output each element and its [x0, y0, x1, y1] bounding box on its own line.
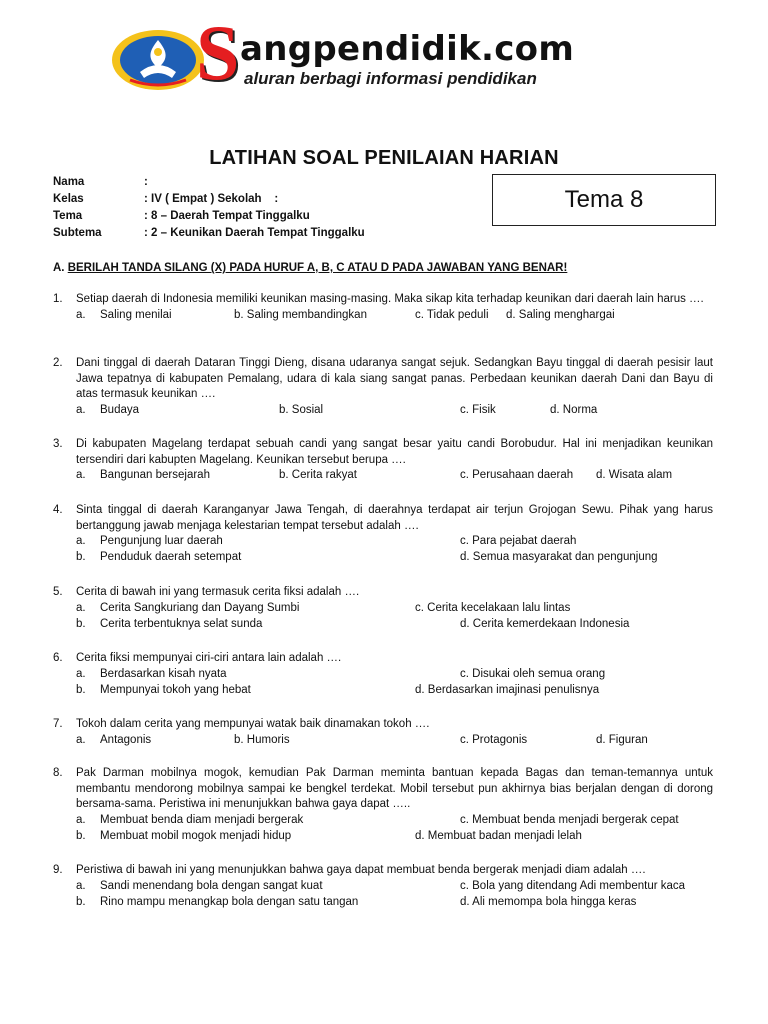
option-letter: a.	[76, 667, 86, 680]
question-stem: Cerita fiksi mempunyai ciri-ciri antara lain adalah ….	[76, 652, 342, 664]
question-5	[53, 585, 713, 633]
option-b[interactable]	[234, 308, 367, 324]
options	[76, 617, 713, 633]
option-text: Penduduk daerah setempat	[100, 551, 242, 563]
option-a[interactable]	[76, 534, 223, 550]
option-d[interactable]	[596, 733, 648, 749]
question-stem: Sinta tinggal di daerah Karanganyar Jawa Tengah, di daerahnya terdapat air terjun Grojogan Sewu. Pihak yang harus bertanggung jawab menjaga kelestarian tempat tersebut adalah ….	[76, 504, 713, 532]
option-d[interactable]	[415, 683, 599, 699]
options	[76, 468, 713, 484]
question-3	[53, 437, 713, 484]
option-text: Cerita terbentuknya selat sunda	[100, 617, 263, 630]
option-d[interactable]	[460, 617, 629, 633]
option-d[interactable]	[460, 550, 658, 566]
question-number: 9.	[53, 864, 63, 876]
option-a[interactable]	[76, 403, 139, 419]
option-letter: a.	[76, 403, 86, 416]
option-c[interactable]	[460, 667, 605, 683]
option-text: c. Perusahaan daerah	[460, 469, 574, 481]
option-text: c. Tidak peduli	[415, 308, 489, 321]
question-8	[53, 766, 713, 845]
info-label: Subtema	[53, 227, 102, 239]
option-letter: a.	[76, 535, 86, 547]
option-b[interactable]	[76, 617, 262, 633]
option-text: c. Fisik	[460, 403, 496, 416]
option-text: Cerita Sangkuriang dan Dayang Sumbi	[100, 601, 300, 614]
question-6	[53, 651, 713, 699]
option-text: Saling menilai	[100, 308, 172, 321]
brand-tagline: aluran berbagi informasi pendidikan	[244, 69, 537, 88]
info-label: Kelas	[53, 193, 84, 205]
question-stem: Cerita di bawah ini yang termasuk cerita fiksi adalah ….	[76, 586, 360, 598]
question-number: 8.	[53, 767, 63, 779]
question-9	[53, 863, 713, 911]
option-text: b. Cerita rakyat	[279, 469, 357, 481]
option-d[interactable]	[550, 403, 597, 419]
option-text: Rino mampu menangkap bola dengan satu tangan	[100, 895, 359, 908]
option-a[interactable]	[76, 813, 303, 829]
option-d[interactable]	[506, 308, 615, 324]
option-letter: a.	[76, 879, 86, 892]
options	[76, 829, 713, 845]
option-text: Budaya	[100, 403, 140, 416]
option-text: c. Cerita kecelakaan lalu lintas	[415, 601, 571, 614]
option-c[interactable]	[460, 813, 679, 829]
option-d[interactable]	[596, 468, 672, 484]
instruction-text: BERILAH TANDA SILANG (X) PADA HURUF A, B, C ATAU D PADA JAWABAN YANG BENAR!	[67, 262, 568, 274]
options	[76, 879, 713, 895]
option-a[interactable]	[76, 667, 227, 683]
option-text: Berdasarkan kisah nyata	[100, 667, 227, 680]
option-text: d. Semua masyarakat dan pengunjung	[460, 551, 658, 563]
option-text: b. Sosial	[279, 403, 324, 416]
option-text: d. Saling menghargai	[506, 308, 615, 321]
option-text: Sandi menendang bola dengan sangat kuat	[100, 879, 323, 892]
option-text: Membuat mobil mogok menjadi hidup	[100, 829, 292, 842]
question-stem: Peristiwa di bawah ini yang menunjukkan bahwa gaya dapat membuat benda bergerak menjadi diam adalah ….	[76, 864, 646, 876]
options	[76, 403, 713, 419]
options	[76, 813, 713, 829]
section-prefix: A.	[53, 262, 65, 274]
question-4	[53, 503, 713, 566]
brand-initial: S	[196, 9, 240, 96]
document-title: LATIHAN SOAL PENILAIAN HARIAN	[209, 147, 559, 169]
option-text: c. Para pejabat daerah	[460, 535, 577, 547]
option-text: d. Ali memompa bola hingga keras	[460, 895, 637, 908]
option-b[interactable]	[76, 829, 291, 845]
question-stem: Di kabupaten Magelang terdapat sebuah candi yang sangat besar yaitu candi Borobudur. Hal ini menjadikan keunikan tersendiri dari kabupten Magelang. Keunikan tersebut berupa ….	[76, 438, 713, 466]
option-letter: a.	[76, 733, 86, 746]
question-stem: Setiap daerah di Indonesia memiliki keunikan masing-masing. Maka sikap kita terhadap keunikan dari daerah lain harus ….	[76, 293, 704, 305]
question-number: 4.	[53, 504, 63, 516]
question-number: 2.	[53, 357, 63, 369]
options	[76, 308, 713, 324]
option-text: d. Norma	[550, 403, 598, 416]
question-stem: Pak Darman mobilnya mogok, kemudian Pak Darman meminta bantuan kepada Bagas dan teman-temannya untuk membantu mendorong mobilnya sampai ke bengkel terdekat. Mobil tersebut pun akhirnya bias berjalan dengan di dorong bersama-sama. Peristiwa ini menunjukkan bahwa gaya dapat …..	[76, 767, 713, 810]
question-number: 7.	[53, 718, 63, 730]
tema-box: Tema 8	[492, 174, 716, 226]
option-text: d. Figuran	[596, 733, 648, 746]
option-text: Bangunan bersejarah	[100, 469, 210, 481]
options	[76, 683, 713, 699]
option-letter: b.	[76, 895, 86, 908]
option-a[interactable]	[76, 468, 210, 484]
question-number: 3.	[53, 438, 63, 450]
options	[76, 733, 713, 749]
question-number: 6.	[53, 652, 63, 664]
option-text: Membuat benda diam menjadi bergerak	[100, 813, 304, 826]
option-c[interactable]	[415, 601, 570, 617]
info-value: : 8 – Daerah Tempat Tinggalku	[144, 210, 310, 222]
option-c[interactable]	[460, 733, 527, 749]
option-text: d. Wisata alam	[596, 469, 673, 481]
option-text: b. Humoris	[234, 733, 290, 746]
option-d[interactable]	[460, 895, 636, 911]
option-c[interactable]	[460, 879, 685, 895]
option-letter: b.	[76, 551, 86, 563]
question-stem: Tokoh dalam cerita yang mempunyai watak baik dinamakan tokoh ….	[76, 718, 430, 730]
options	[76, 550, 713, 566]
option-letter: b.	[76, 829, 86, 842]
option-letter: a.	[76, 308, 86, 321]
info-label: Nama	[53, 176, 85, 188]
question-number: 1.	[53, 293, 63, 305]
option-text: c. Protagonis	[460, 733, 528, 746]
option-a[interactable]	[76, 308, 172, 324]
option-text: Pengunjung luar daerah	[100, 535, 223, 547]
options	[76, 895, 713, 911]
options	[76, 667, 713, 683]
option-text: c. Disukai oleh semua orang	[460, 667, 606, 680]
option-text: d. Berdasarkan imajinasi penulisnya	[415, 683, 600, 696]
question-1	[53, 292, 713, 324]
brand-name: angpendidik.com	[240, 29, 575, 69]
option-c[interactable]	[460, 403, 496, 419]
question-number: 5.	[53, 586, 63, 598]
option-c[interactable]	[460, 534, 576, 550]
option-c[interactable]	[460, 468, 573, 484]
site-logo	[110, 9, 650, 96]
question-7	[53, 717, 713, 749]
option-b[interactable]	[279, 468, 357, 484]
option-b[interactable]	[76, 550, 241, 566]
option-b[interactable]	[76, 895, 358, 911]
option-letter: b.	[76, 683, 86, 696]
options	[76, 534, 713, 550]
option-c[interactable]	[415, 308, 489, 324]
option-d[interactable]	[415, 829, 582, 845]
info-value: :	[144, 176, 148, 188]
option-text: d. Membuat badan menjadi lelah	[415, 829, 582, 842]
option-b[interactable]	[279, 403, 323, 419]
question-stem: Dani tinggal di daerah Dataran Tinggi Dieng, disana udaranya sangat sejuk. Sedangkan Bayu tinggal di daerah pesisir laut Jawa tepatnya di kabupaten Pemalang, udara di kala siang sangat panas. Perbedaan keunikan daerah Dani dan Bayu di atas termasuk keunikan ….	[76, 357, 713, 400]
option-a[interactable]	[76, 601, 299, 617]
option-b[interactable]	[76, 683, 251, 699]
option-letter: a.	[76, 813, 86, 826]
info-label: Tema	[53, 210, 83, 222]
option-b[interactable]	[234, 733, 290, 749]
question-2	[53, 356, 713, 419]
info-value: : IV ( Empat ) Sekolah :	[144, 193, 279, 205]
option-letter: a.	[76, 601, 86, 614]
option-letter: a.	[76, 469, 86, 481]
option-text: c. Bola yang ditendang Adi membentur kaca	[460, 879, 686, 892]
options	[76, 601, 713, 617]
option-text: Antagonis	[100, 733, 152, 746]
option-text: c. Membuat benda menjadi bergerak cepat	[460, 813, 679, 826]
option-text: d. Cerita kemerdekaan Indonesia	[460, 617, 630, 630]
option-text: Mempunyai tokoh yang hebat	[100, 683, 251, 696]
info-value: : 2 – Keunikan Daerah Tempat Tinggalku	[144, 227, 365, 239]
option-letter: b.	[76, 617, 86, 630]
option-a[interactable]	[76, 733, 151, 749]
tut-wuri-handayani-emblem-icon	[110, 28, 206, 92]
option-text: b. Saling membandingkan	[234, 308, 367, 321]
option-a[interactable]	[76, 879, 323, 895]
section-instruction	[53, 262, 567, 274]
